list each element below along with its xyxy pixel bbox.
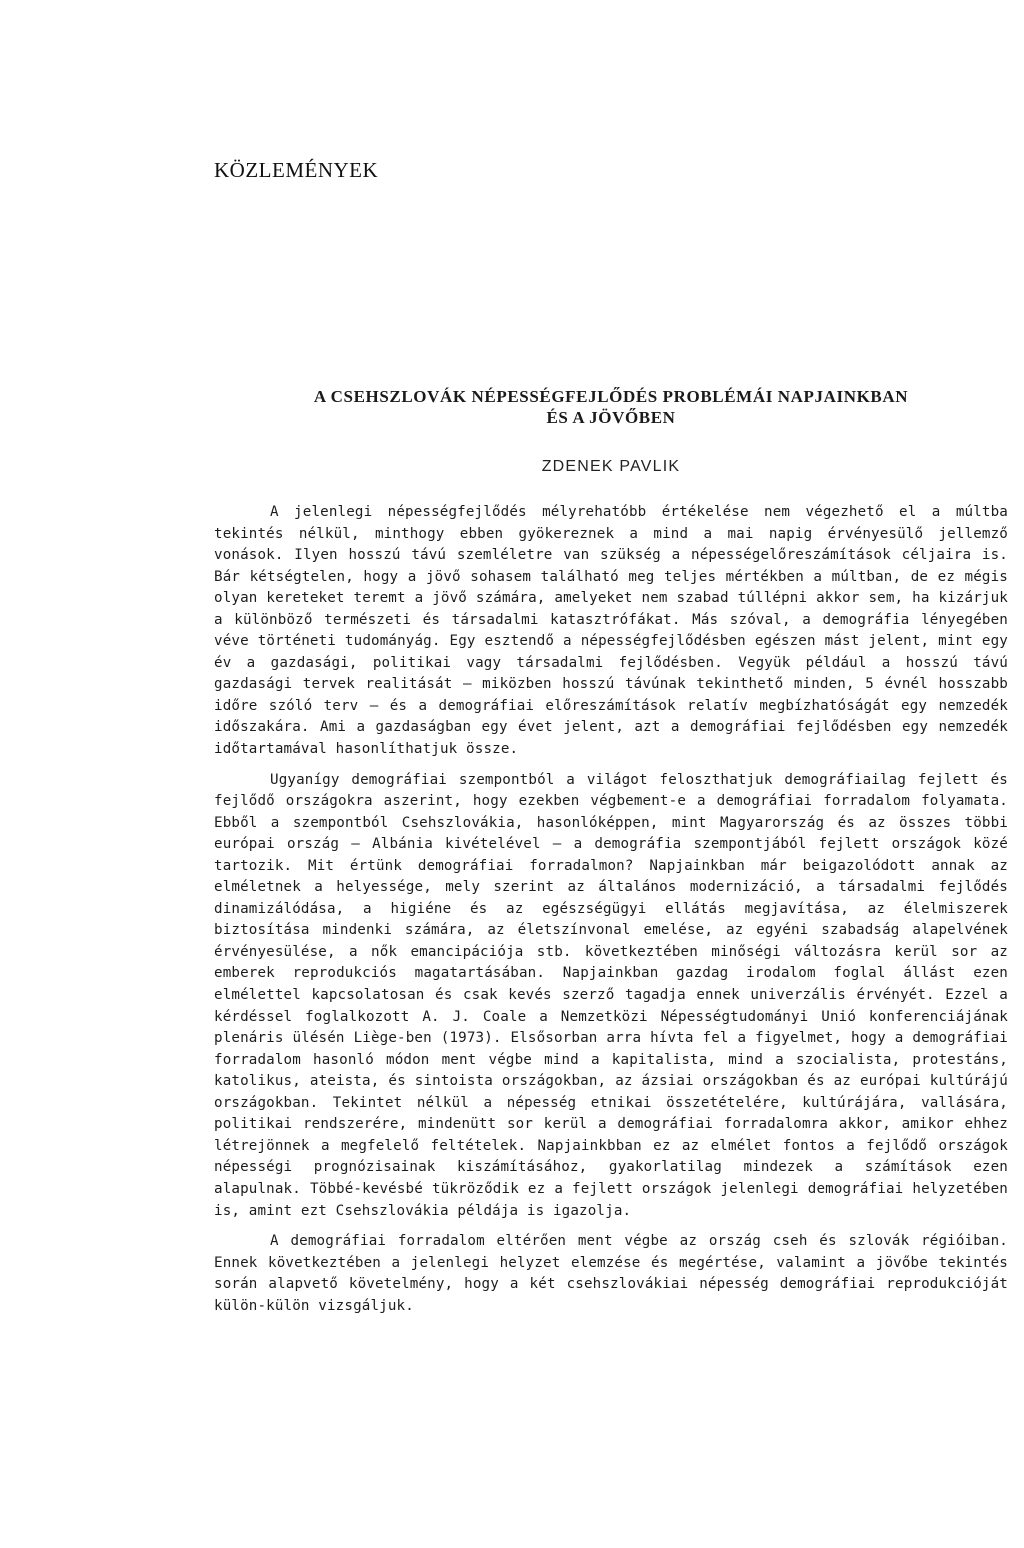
- paragraph-3: A demográfiai forradalom eltérően ment végbe az ország cseh és szlovák régióiban. Ennek következtében a jelenlegi helyzet elemzése és megértése, valamint a jövőbe tekintés során alapvető követelmény, hogy a két csehszlovákiai népesség demográfiai reprodukcióját külön-külön vizsgáljuk.: [214, 1233, 1008, 1314]
- author-name: ZDENEK PAVLIK: [541, 458, 681, 475]
- section-heading: KÖZLEMÉNYEK: [214, 158, 379, 182]
- article-title-line-1: A CSEHSZLOVÁK NÉPESSÉGFEJLŐDÉS PROBLÉMÁI NAPJAINKBAN: [313, 387, 909, 406]
- article-body: [214, 502, 1008, 1326]
- article-title: [214, 386, 1008, 428]
- paragraph-1: A jelenlegi népességfejlődés mélyrehatóbb értékelése nem végezhető el a múltba tekintés nélkül, minthogy ebben gyökereznek a mind a mai napig érvényesülő jellemző vonások. Ilyen hosszú távú szemléletre van szükség a népességelőreszámítások céljaira is. Bár kétségtelen, hogy a jövő sohasem található meg teljes mértékben a múltban, de ez mégis olyan kereteket teremt a jövő számára, amelyeket nem szabad túllépni akkor sem, ha kizárjuk a különböző természeti és társadalmi katasztrófákat. Más szóval, a demográfia lényegében véve történeti tudományág. Egy esztendő a népességfejlődésben egészen mást jelent, mint egy év a gazdasági, politikai vagy társadalmi fejlődésben. Vegyük például a hosszú távú gazdasági tervek realitását — miközben hosszú távúnak tekinthető minden, 5 évnél hosszabb időre szóló terv — és a demográfiai előreszámítások relatív megbízhatóságát egy nemzedék időszakára. Ami a gazdaságban egy évet jelent, azt a demográfiai fejlődésben egy nemzedék időtartamával hasonlíthatjuk össze.: [214, 504, 1008, 758]
- article-title-line-2: ÉS A JÖVŐBEN: [546, 408, 676, 427]
- paragraph-2: Ugyanígy demográfiai szempontból a világot feloszthatjuk demográfiailag fejlett és fejlődő országokra aszerint, hogy ezekben végbement-e a demográfiai forradalom folyamata. Ebből a szempontból Csehszlovákia, hasonlóképpen, mint Magyarország és az összes többi európai ország — Albánia kivételével — a demográfia szempontjából fejlett országok közé tartozik. Mit értünk demográfiai forradalmon? Napjainkban már beigazolódott annak az elméletnek a helyessége, mely szerint az általános modernizáció, a társadalmi fejlődés dinamizálódása, a higiéne és az egészségügyi ellátás megjavítása, az élelmiszerek biztosítása mindenki számára, az életszínvonal emelése, az egyéni szabadság alapelvének érvényesülése, a nők emancipációja stb. következtében minőségi változásra kerül sor az emberek reprodukciós magatartásában. Napjainkban gazdag irodalom foglal állást ezen elmélettel kapcsolatosan és csak kevés szerző tagadja ennek univerzális érvényét. Ezzel a kérdéssel foglalkozott A. J. Coale a Nemzetközi Népességtudományi Unió konferenciájának plenáris ülésén Liège-ben (1973). Elsősorban arra hívta fel a figyelmet, hogy a demográfiai forradalom hasonló módon ment végbe mind a kapitalista, mind a szocialista, protestáns, katolikus, ateista, és sintoista országokban, az ázsiai országokban és az európai kultúrájú országokban. Tekintet nélkül a népesség etnikai összetételére, kultúrájára, vallására, politikai rendszerére, mindenütt sor kerül a demográfiai forradalomra akkor, amikor ehhez létrejönnek a megfelelő feltételek. Napjainkbban ez az elmélet fontos a fejlődő országok népességi prognózisainak kiszámításához, gyakorlatilag mindezek a számítások ezen alapulnak. Többé-kevésbé tükröződik ez a fejlett országok jelenlegi demográfiai helyzetében is, amint ezt Csehszlovákia példája is igazolja.: [214, 771, 1008, 1219]
